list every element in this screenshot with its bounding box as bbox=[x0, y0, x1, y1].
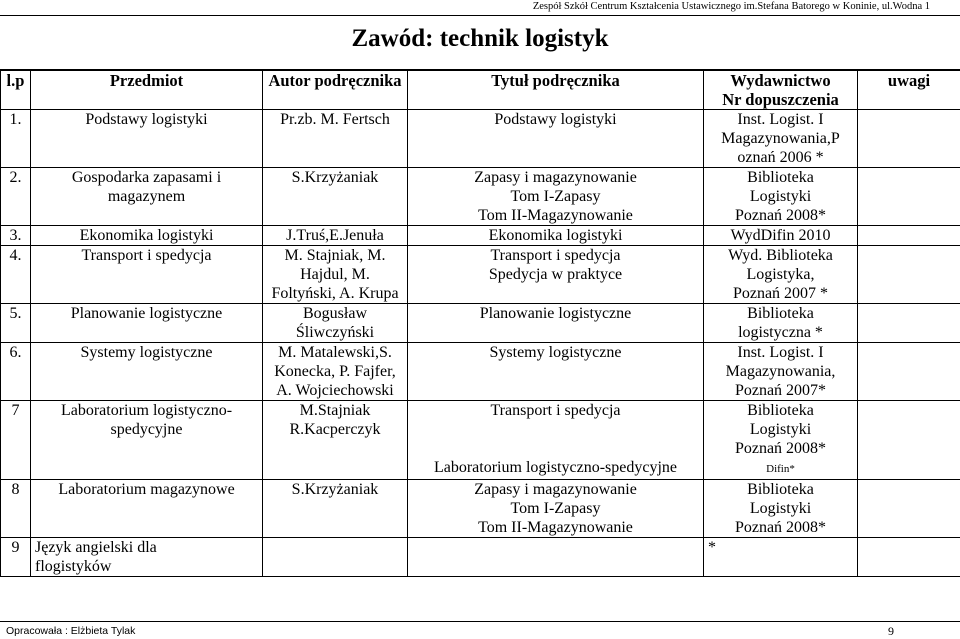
row-lp: 7 bbox=[1, 401, 31, 480]
row-notes bbox=[858, 343, 960, 401]
row-author: M.Stajniak R.Kacperczyk bbox=[263, 401, 408, 480]
row-subject: Transport i spedycja bbox=[31, 246, 263, 304]
table-row bbox=[1, 538, 960, 577]
row-publisher: Biblioteka Logistyki Poznań 2008* bbox=[704, 168, 858, 226]
table-row bbox=[1, 110, 960, 168]
row-publisher: WydDifin 2010 bbox=[704, 226, 858, 246]
row-subject: Planowanie logistyczne bbox=[31, 304, 263, 343]
row-author bbox=[263, 538, 408, 577]
header-publisher: Wydawnictwo Nr dopuszczenia bbox=[704, 71, 858, 110]
page-title: Zawód: technik logistyk bbox=[351, 25, 609, 52]
row-notes bbox=[858, 304, 960, 343]
row-notes bbox=[858, 538, 960, 577]
row-lp: 5. bbox=[1, 304, 31, 343]
row-publisher-secondary: Difin* bbox=[766, 463, 795, 475]
row-publisher: Biblioteka logistyczna * bbox=[704, 304, 858, 343]
table-row bbox=[1, 226, 960, 246]
row-book: Systemy logistyczne bbox=[408, 343, 704, 401]
row-lp: 9 bbox=[1, 538, 31, 577]
row-author: Bogusław Śliwczyński bbox=[263, 304, 408, 343]
row-lp: 1. bbox=[1, 110, 31, 168]
header-subject: Przedmiot bbox=[31, 71, 263, 110]
row-notes bbox=[858, 226, 960, 246]
header-lp: l.p bbox=[1, 71, 31, 110]
row-subject: Systemy logistyczne bbox=[31, 343, 263, 401]
row-notes bbox=[858, 401, 960, 480]
row-book bbox=[408, 401, 704, 480]
row-publisher: Biblioteka Logistyki Poznań 2008* bbox=[704, 480, 858, 538]
row-author: J.Truś,E.Jenuła bbox=[263, 226, 408, 246]
row-subject: Laboratorium magazynowe bbox=[31, 480, 263, 538]
row-notes bbox=[858, 110, 960, 168]
footer-divider bbox=[0, 621, 960, 622]
row-author: Pr.zb. M. Fertsch bbox=[263, 110, 408, 168]
row-publisher-primary: Biblioteka Logistyki Poznań 2008* bbox=[734, 402, 827, 457]
table-row bbox=[1, 168, 960, 226]
textbook-table bbox=[0, 70, 960, 577]
row-publisher: Inst. Logist. I Magazynowania, Poznań 2007* bbox=[704, 343, 858, 401]
row-notes bbox=[858, 168, 960, 226]
row-publisher: Inst. Logist. I Magazynowania,P oznań 2006 * bbox=[704, 110, 858, 168]
row-lp: 3. bbox=[1, 226, 31, 246]
row-book: Transport i spedycja Spedycja w praktyce bbox=[408, 246, 704, 304]
row-book-primary: Transport i spedycja bbox=[490, 402, 621, 419]
header-author: Autor podręcznika bbox=[263, 71, 408, 110]
school-header: Zespół Szkół Centrum Kształcenia Ustawicznego im.Stefana Batorego w Koninie, ul.Wodna 1 bbox=[532, 1, 930, 12]
table-row bbox=[1, 246, 960, 304]
row-subject: Laboratorium logistyczno- spedycyjne bbox=[31, 401, 263, 480]
row-notes bbox=[858, 480, 960, 538]
row-publisher: * bbox=[704, 538, 858, 577]
row-book: Ekonomika logistyki bbox=[408, 226, 704, 246]
row-book bbox=[408, 538, 704, 577]
header-notes: uwagi bbox=[858, 71, 960, 110]
table-row bbox=[1, 480, 960, 538]
row-subject: Gospodarka zapasami i magazynem bbox=[31, 168, 263, 226]
row-author: M. Matalewski,S. Konecka, P. Fajfer, A. Wojciechowski bbox=[263, 343, 408, 401]
row-publisher: Wyd. Biblioteka Logistyka, Poznań 2007 * bbox=[704, 246, 858, 304]
footer-author: Opracowała : Elżbieta Tylak bbox=[6, 625, 136, 637]
row-book: Zapasy i magazynowanie Tom I-Zapasy Tom II-Magazynowanie bbox=[408, 168, 704, 226]
row-author: S.Krzyżaniak bbox=[263, 480, 408, 538]
row-author: S.Krzyżaniak bbox=[263, 168, 408, 226]
row-notes bbox=[858, 246, 960, 304]
table-header-row bbox=[1, 71, 960, 110]
row-lp: 4. bbox=[1, 246, 31, 304]
row-author: M. Stajniak, M. Hajdul, M. Foltyński, A. Krupa bbox=[263, 246, 408, 304]
row-subject: Język angielski dla flogistyków bbox=[31, 538, 263, 577]
row-book: Zapasy i magazynowanie Tom I-Zapasy Tom II-Magazynowanie bbox=[408, 480, 704, 538]
row-lp: 6. bbox=[1, 343, 31, 401]
row-subject: Ekonomika logistyki bbox=[31, 226, 263, 246]
table-row bbox=[1, 401, 960, 480]
row-book-secondary: Laboratorium logistyczno-spedycyjne bbox=[433, 459, 678, 476]
row-publisher bbox=[704, 401, 858, 480]
row-lp: 2. bbox=[1, 168, 31, 226]
row-book: Podstawy logistyki bbox=[408, 110, 704, 168]
table-row bbox=[1, 343, 960, 401]
header-divider bbox=[0, 15, 960, 16]
page-number: 9 bbox=[888, 624, 894, 638]
row-lp: 8 bbox=[1, 480, 31, 538]
row-book: Planowanie logistyczne bbox=[408, 304, 704, 343]
header-book: Tytuł podręcznika bbox=[408, 71, 704, 110]
table-row bbox=[1, 304, 960, 343]
row-book-spacer bbox=[410, 420, 701, 458]
row-subject: Podstawy logistyki bbox=[31, 110, 263, 168]
